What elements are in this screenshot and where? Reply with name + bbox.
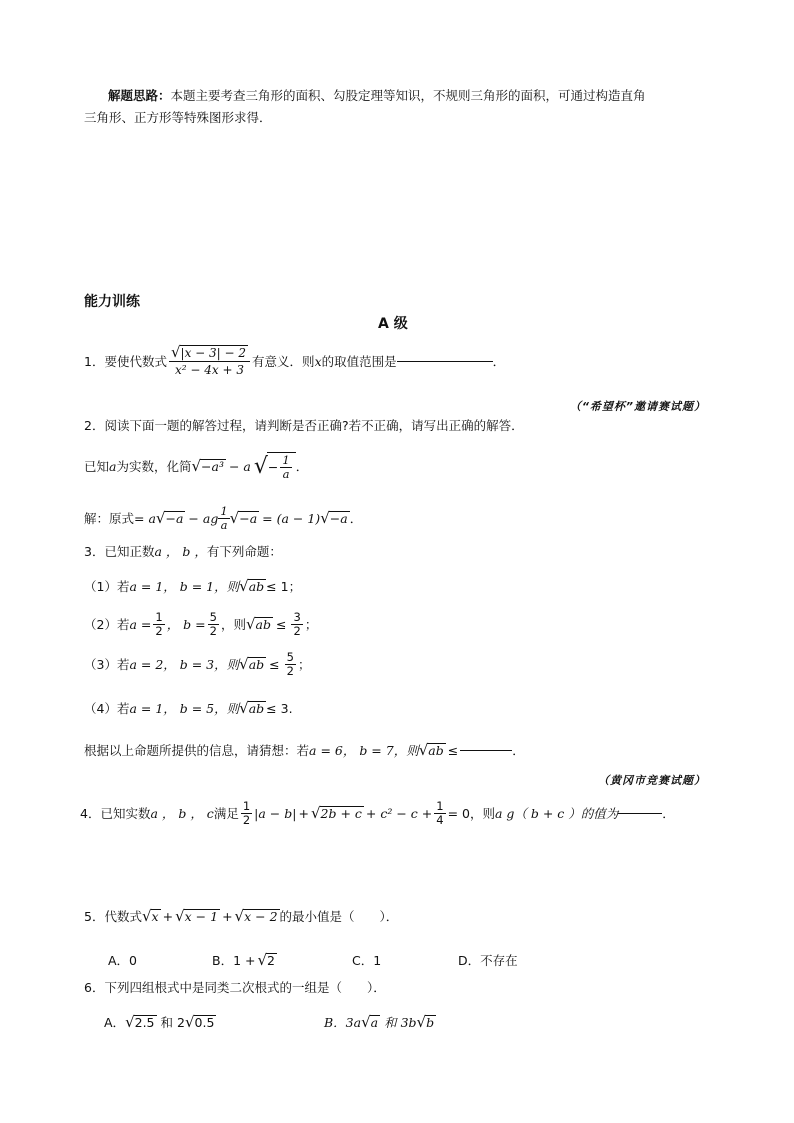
q6-option-a-rad1: 2.5 <box>134 1014 155 1030</box>
sqrt-icon: √ <box>170 343 181 361</box>
q1-mid: 有意义．则 <box>252 354 315 369</box>
q2-sol-expr3: = (a − 1) <box>262 510 321 526</box>
sqrt-icon: √ <box>155 509 166 527</box>
q5-option-d[interactable] <box>458 948 518 972</box>
q1-var: x <box>314 353 322 369</box>
q4-target: a g（ b + c ）的值为 <box>494 806 619 821</box>
q4-end: ． <box>662 806 675 821</box>
sqrt-icon: √ <box>239 655 249 673</box>
sqrt-icon: √ <box>141 907 152 925</box>
sqrt-icon: √ <box>239 577 249 595</box>
q1-fraction <box>169 344 250 378</box>
q1-tail: 的取值范围是 <box>321 354 397 369</box>
q6-text: 6．下列四组根式中是同类二次根式的一组是（ ）． <box>84 980 386 995</box>
q3-p2-le: ≤ <box>276 616 287 632</box>
q5-option-b[interactable] <box>212 948 277 972</box>
q6-option-b-rad2: b <box>426 1014 435 1030</box>
q2-given-a: 已知 <box>84 459 110 474</box>
q3-prop-4 <box>84 696 293 720</box>
q3-p2-a: a = <box>129 616 152 632</box>
q4-half-den: 2 <box>242 812 251 827</box>
analysis-line-2: 三角形、正方形等特殊图形求得． <box>84 110 272 125</box>
q4-half <box>241 800 252 827</box>
q3-p2-a-num: 1 <box>155 609 163 624</box>
q3-p3-label: （3）若 <box>84 657 130 672</box>
q1-abs-inner: x − 3 <box>184 346 217 360</box>
q3-guess-lead: 根据以上命题所提供的信息，请猜想：若 <box>84 743 310 758</box>
q4-half-num: 1 <box>242 798 251 813</box>
q2-rad-frac: − $\frac{1}{a}$ <box>267 452 296 481</box>
q4-poly: + c² − c + <box>365 805 433 821</box>
q3-prop-1 <box>84 574 301 598</box>
q3-guess <box>84 738 525 762</box>
q6-option-b-and: 和 3b <box>384 1015 417 1030</box>
q1-numerator <box>169 344 250 362</box>
q3-p2-b-num: 5 <box>209 609 217 624</box>
sqrt-icon: √ <box>125 1013 135 1031</box>
q6-option-a[interactable] <box>104 1010 216 1034</box>
q5-option-c[interactable] <box>352 948 381 972</box>
sqrt-icon: √ <box>229 509 240 527</box>
q3-guess-le: ≤ <box>447 742 459 758</box>
q4-answer-blank[interactable] <box>618 813 662 814</box>
q3-prop-3 <box>84 646 311 682</box>
q3-p2-a-den: 2 <box>155 623 163 638</box>
q3-answer-blank[interactable] <box>460 750 512 751</box>
q3-p1-rad: ab <box>248 578 265 594</box>
q3-p4-rad: ab <box>248 700 265 716</box>
q5-plus-2: + <box>222 908 233 924</box>
q3-prop-2 <box>84 606 317 642</box>
q2-solution <box>84 500 362 536</box>
analysis-label: 解题思路： <box>108 88 171 103</box>
q5-option-a[interactable] <box>108 948 137 972</box>
q2-given <box>84 448 308 484</box>
q3-p2-b-frac <box>208 611 219 638</box>
q5-lead: 5．代数式 <box>84 909 142 924</box>
q3-p2-rad: ab <box>255 616 271 632</box>
analysis-line-1 <box>108 86 646 106</box>
q4-lead: 4．已知实数 <box>80 806 151 821</box>
q4-plus: + <box>298 805 309 821</box>
q3-p1-cond: a = 1， b = 1，则 <box>129 579 240 594</box>
q5-rad1: x <box>151 908 159 924</box>
q3-p2-r-den: 2 <box>293 623 301 638</box>
q3-p2-b: ， b = <box>166 617 206 632</box>
q2-frac <box>280 454 291 481</box>
q3-intro <box>84 542 282 562</box>
q2-frac-num: 1 <box>282 452 290 467</box>
q2-given-var: a <box>109 458 117 474</box>
q3-p3-r-den: 2 <box>286 663 294 678</box>
q2-minus-a: − a <box>228 458 251 474</box>
question-5 <box>84 904 398 928</box>
q2-text: 2．阅读下面一题的解答过程，请判断是否正确?若不正确，请写出正确的解答． <box>84 418 524 433</box>
q5-plus-1: + <box>162 908 174 924</box>
q5-option-c-label: C．1 <box>352 953 382 968</box>
q2-sol-frac-num: 1 <box>220 503 228 518</box>
q1-end: ． <box>492 354 506 369</box>
q3-p2-r-num: 3 <box>293 609 301 624</box>
q3-p2-b-den: 2 <box>209 623 217 638</box>
q3-guess-cond: a = 6， b = 7，则 <box>309 743 419 758</box>
section-title: 能力训练 <box>84 294 140 310</box>
q5-option-d-label: D．不存在 <box>458 953 518 968</box>
q2-rad-a: −a³ <box>201 458 224 474</box>
sqrt-icon: √ <box>310 804 321 822</box>
q6-option-a-and: 和 2 <box>160 1015 185 1030</box>
q3-guess-end: ． <box>512 743 525 758</box>
q4-quarter-den: 4 <box>436 812 444 827</box>
q5-option-b-rad: 2 <box>267 952 275 968</box>
q3-p2-r-frac <box>291 611 302 638</box>
q2-given-end: ． <box>295 459 309 474</box>
q2-given-b: 为实数，化简 <box>116 459 192 474</box>
q1-denominator: x² − 4x + 3 <box>175 363 244 377</box>
q5-tail: 的最小值是（ ）． <box>279 909 399 924</box>
sqrt-icon: √ <box>416 1013 427 1031</box>
q3-p3-r-frac <box>285 651 296 678</box>
q6-option-a-rad2: 0.5 <box>194 1014 215 1030</box>
q4-quarter <box>434 800 445 827</box>
q4-quarter-num: 1 <box>436 798 444 813</box>
q1-minus-two: − 2 <box>224 346 247 360</box>
q6-option-b-label: B．3a <box>324 1015 362 1030</box>
q1-source: （“希望杯”邀请赛试题） <box>569 400 706 413</box>
q2-sol-rad2: −a <box>239 510 258 526</box>
sqrt-icon: √ <box>239 699 249 717</box>
q2-sol-rad3: −a <box>329 510 348 526</box>
question-1 <box>84 340 505 382</box>
q1-radicand: |x − 3| − 2 <box>180 346 247 360</box>
analysis-text-1: 本题主要考查三角形的面积、勾股定理等知识，不规则三角形的面积，可通过构造直角 <box>170 88 646 103</box>
q2-sol-end: ． <box>349 511 363 526</box>
q3-p2-end: ； <box>304 617 318 632</box>
q3-p1-label: （1）若 <box>84 579 130 594</box>
sqrt-icon: √ <box>257 951 268 969</box>
sqrt-icon: √ <box>320 509 330 527</box>
sqrt-icon: √ <box>361 1013 371 1031</box>
q5-option-b-label: B．1 + <box>212 953 256 968</box>
q6-option-b[interactable] <box>324 1010 436 1034</box>
q3-p3-r-num: 5 <box>286 649 294 664</box>
q5-rad3: x − 2 <box>244 908 278 924</box>
q3-p4-cond: a = 1， b = 5，则 <box>129 701 240 716</box>
sqrt-icon: √ <box>234 907 245 925</box>
q3-p3-le: ≤ <box>269 656 280 672</box>
q2-sol-label: 解：原式 <box>84 511 135 526</box>
q2-sol-rad1: −a <box>165 510 184 526</box>
q4-mid: 满足 <box>213 806 239 821</box>
sqrt-icon: √ <box>245 615 256 633</box>
q3-p2-label: （2）若 <box>84 617 130 632</box>
q4-eq: = 0，则 <box>447 806 495 821</box>
q3-p4-label: （4）若 <box>84 701 130 716</box>
q2-frac-den: a <box>282 466 290 481</box>
level-heading: A 级 <box>378 316 408 332</box>
sqrt-icon: √ <box>184 1013 195 1031</box>
question-4 <box>80 794 675 832</box>
sqrt-icon: √ <box>418 741 429 759</box>
q3-p2-a-frac <box>153 611 164 638</box>
q4-vars: a ， b ， c <box>150 806 214 821</box>
q3-intro-vars: a ， b ， <box>154 544 207 559</box>
q3-p4-res: ≤ 3. <box>266 700 293 716</box>
q6-option-a-label: A． <box>104 1015 126 1030</box>
q2-sol-frac-den: a <box>218 518 229 532</box>
q3-p3-rad: ab <box>248 656 265 672</box>
q5-option-a-label: A．0 <box>108 953 138 968</box>
sqrt-icon: √ <box>191 457 202 475</box>
q3-p1-res: ≤ 1； <box>266 579 302 594</box>
q3-guess-rad: ab <box>428 742 444 758</box>
q3-p2-then: ，则 <box>220 617 246 632</box>
q5-rad2: x − 1 <box>184 908 219 924</box>
q3-intro-lead: 3．已知正数 <box>84 544 155 559</box>
q3-p3-end: ； <box>297 657 311 672</box>
q6-option-b-rad1: a <box>370 1014 379 1030</box>
sqrt-icon: √ <box>253 453 268 479</box>
q4-rad: 2b + c <box>320 805 362 821</box>
q3-p3-cond: a = 2， b = 3，则 <box>129 657 240 672</box>
q1-lead: 1．要使代数式 <box>84 354 167 369</box>
q1-answer-blank[interactable] <box>397 361 493 362</box>
q4-abs: |a − b| <box>254 805 297 821</box>
q2-sol-frac <box>218 505 229 532</box>
q2-sol-expr1: = a <box>134 510 156 526</box>
q3-intro-tail: 有下列命题： <box>206 544 282 559</box>
q3-source: （黄冈市竞赛试题） <box>598 774 706 787</box>
sqrt-icon: √ <box>175 907 185 925</box>
q2-sol-expr2: − ag <box>188 510 219 526</box>
